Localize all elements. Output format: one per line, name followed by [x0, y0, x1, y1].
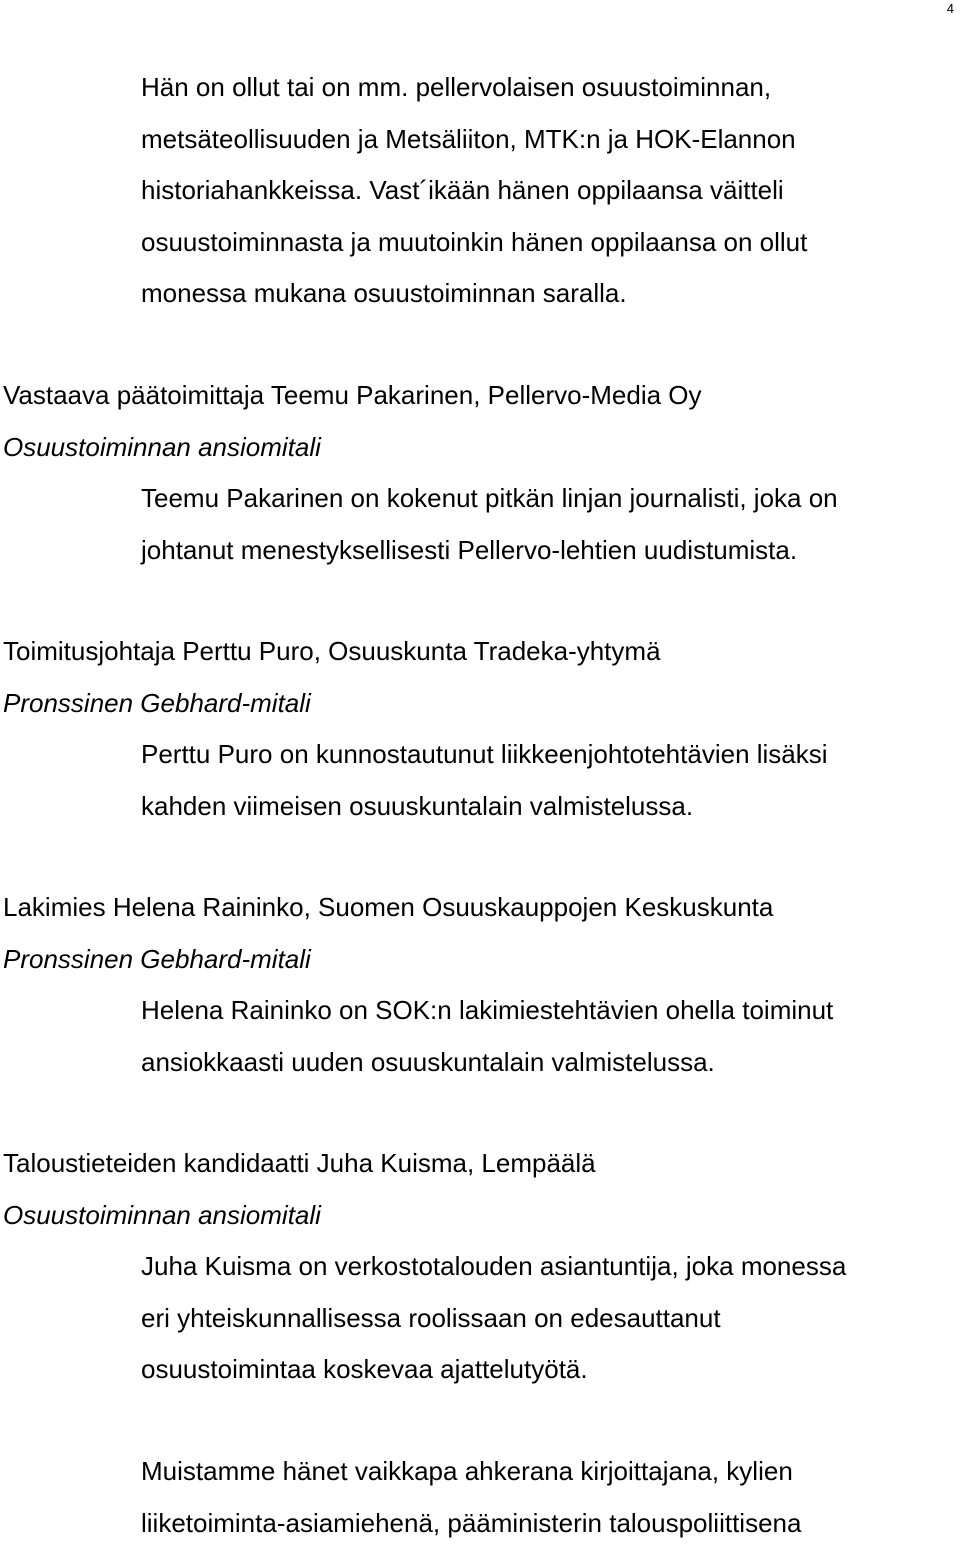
intro-line: metsäteollisuuden ja Metsäliiton, MTK:n ja HOK-Elannon: [141, 114, 951, 166]
recipient-heading: Vastaava päätoimittaja Teemu Pakarinen, Pellervo-Media Oy: [3, 370, 953, 422]
recipient-heading: Toimitusjohtaja Perttu Puro, Osuuskunta Tradeka-yhtymä: [3, 626, 953, 678]
description-line: kahden viimeisen osuuskuntalain valmistelussa.: [141, 781, 953, 833]
recipient-description: [3, 1241, 953, 1396]
intro-line: historiahankkeissa. Vast´ikään hänen oppilaansa väitteli: [141, 165, 951, 217]
recipient-description: [3, 473, 953, 576]
closing-line: Muistamme hänet vaikkapa ahkerana kirjoittajana, kylien: [141, 1446, 951, 1498]
award-entry-raininko: [3, 882, 953, 1088]
intro-line: monessa mukana osuustoiminnan saralla.: [141, 268, 951, 320]
intro-line: Hän on ollut tai on mm. pellervolaisen osuustoiminnan,: [141, 62, 951, 114]
award-name: Pronssinen Gebhard-mitali: [3, 934, 953, 986]
award-entry-pakarinen: [3, 370, 953, 576]
recipient-heading: Lakimies Helena Raininko, Suomen Osuuskauppojen Keskuskunta: [3, 882, 953, 934]
award-entry-kuisma: [3, 1138, 953, 1396]
description-line: Perttu Puro on kunnostautunut liikkeenjohtotehtävien lisäksi: [141, 729, 953, 781]
recipient-description: [3, 985, 953, 1088]
description-line: Juha Kuisma on verkostotalouden asiantuntija, joka monessa: [141, 1241, 953, 1293]
award-name: Pronssinen Gebhard-mitali: [3, 678, 953, 730]
recipient-description: [3, 729, 953, 832]
award-entry-puro: [3, 626, 953, 832]
description-line: Teemu Pakarinen on kokenut pitkän linjan journalisti, joka on: [141, 473, 953, 525]
recipient-heading: Taloustieteiden kandidaatti Juha Kuisma, Lempäälä: [3, 1138, 953, 1190]
description-line: eri yhteiskunnallisessa roolissaan on edesauttanut: [141, 1293, 953, 1345]
description-line: osuustoimintaa koskevaa ajattelutyötä.: [141, 1344, 953, 1396]
description-line: johtanut menestyksellisesti Pellervo-lehtien uudistumista.: [141, 525, 953, 577]
closing-paragraph: [141, 1446, 951, 1549]
closing-line: liiketoiminta-asiamiehenä, pääministerin talouspoliittisena: [141, 1498, 951, 1549]
intro-line: osuustoiminnasta ja muutoinkin hänen oppilaansa on ollut: [141, 217, 951, 269]
description-line: Helena Raininko on SOK:n lakimiestehtävien ohella toiminut: [141, 985, 953, 1037]
description-line: ansiokkaasti uuden osuuskuntalain valmistelussa.: [141, 1037, 953, 1089]
intro-paragraph: [141, 62, 951, 320]
page-number: 4: [947, 0, 954, 18]
award-name: Osuustoiminnan ansiomitali: [3, 1190, 953, 1242]
award-name: Osuustoiminnan ansiomitali: [3, 422, 953, 474]
